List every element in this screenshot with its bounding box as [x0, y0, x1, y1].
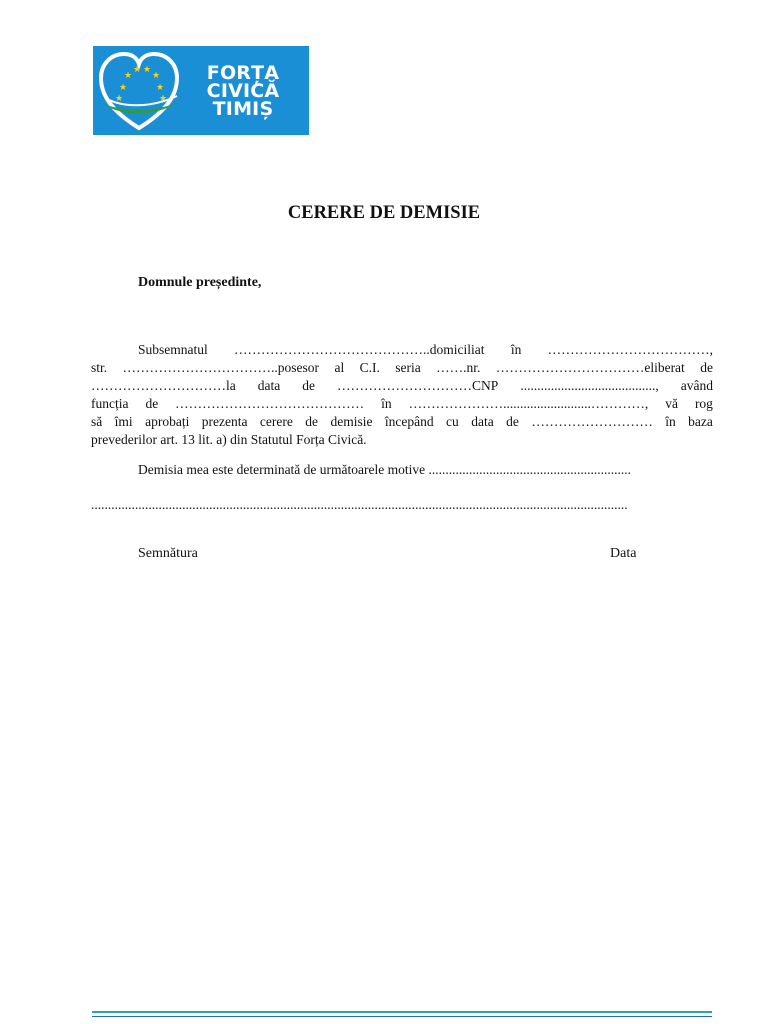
paragraph-word: în: [665, 414, 676, 429]
paragraph-line: [91, 395, 713, 413]
document-title: CERERE DE DEMISIE: [287, 203, 481, 223]
request-paragraph: [91, 341, 713, 449]
paragraph-word: seria: [395, 360, 421, 375]
paragraph-line: [91, 431, 713, 449]
paragraph-word: prezenta: [201, 414, 248, 429]
paragraph-word: data: [257, 378, 281, 393]
paragraph-word: de: [700, 360, 713, 375]
paragraph-word: C.I.: [359, 360, 380, 375]
paragraph-word: cu: [446, 414, 459, 429]
paragraph-word: ……………………………..posesor: [122, 360, 320, 375]
paragraph-word: având: [680, 378, 713, 393]
logo-wordmark: [181, 64, 305, 118]
paragraph-line: [91, 413, 713, 431]
blank-dotted-line: ...............................................................................................................................................................: [91, 497, 628, 512]
greeting: Domnule președinte,: [138, 275, 262, 290]
paragraph-word: demisie: [330, 414, 373, 429]
paragraph-word: prevederilor art. 13 lit. a) din Statutul Forța Civică.: [91, 432, 367, 447]
paragraph-word: în: [381, 396, 392, 411]
paragraph-word: vă: [665, 396, 678, 411]
paragraph-word: …………………………CNP: [337, 378, 499, 393]
paragraph-word: Subsemnatul: [138, 342, 208, 357]
logo-line-1: FORȚA: [206, 62, 280, 84]
paragraph-word: al: [334, 360, 345, 375]
paragraph-word: începând: [384, 414, 434, 429]
svg-text:★: ★: [143, 65, 152, 75]
footer-rule: [92, 1011, 712, 1013]
svg-text:★: ★: [156, 83, 165, 93]
svg-text:★: ★: [152, 71, 161, 81]
paragraph-word: funcția: [91, 396, 129, 411]
paragraph-word: cerere: [259, 414, 293, 429]
paragraph-word: …………………………la: [91, 378, 236, 393]
paragraph-word: …………………..........................…………,: [408, 396, 649, 411]
paragraph-word: ……………………………………..domiciliat: [234, 342, 485, 357]
svg-text:★: ★: [115, 94, 124, 104]
paragraph-word: ……………………………eliberat: [495, 360, 685, 375]
paragraph-word: ........................................,: [520, 378, 659, 393]
svg-text:★: ★: [119, 83, 128, 93]
motive-line: Demisia mea este determinată de următoarele motive ............................................................: [138, 462, 632, 477]
footer-rule-secondary: [92, 1016, 712, 1017]
paragraph-line: [91, 341, 713, 359]
paragraph-word: …….nr.: [436, 360, 481, 375]
paragraph-word: ………………………: [531, 414, 653, 429]
paragraph-word: în: [510, 342, 522, 357]
logo-line-3: TIMIȘ: [212, 98, 274, 120]
logo-line-2: CIVICĂ: [206, 80, 280, 102]
paragraph-word: de: [145, 396, 159, 411]
signature-label: Semnătura: [138, 546, 198, 561]
svg-text:★: ★: [133, 65, 142, 75]
svg-text:★: ★: [124, 71, 133, 81]
paragraph-word: aprobați: [145, 414, 190, 429]
paragraph-word: baza: [688, 414, 713, 429]
star-circle: [115, 65, 167, 104]
paragraph-word: ………………………………,: [547, 342, 713, 357]
date-label: Data: [610, 546, 637, 561]
paragraph-word: str.: [91, 360, 108, 375]
paragraph-word: ……………………………………: [175, 396, 365, 411]
party-logo: [93, 46, 309, 135]
paragraph-line: [91, 377, 713, 395]
paragraph-word: de: [305, 414, 319, 429]
paragraph-word: îmi: [114, 414, 133, 429]
paragraph-word: de: [506, 414, 519, 429]
paragraph-word: data: [471, 414, 494, 429]
paragraph-line: [91, 359, 713, 377]
paragraph-word: rog: [694, 396, 713, 411]
paragraph-word: de: [302, 378, 316, 393]
svg-text:★: ★: [159, 94, 168, 104]
paragraph-word: să: [91, 414, 103, 429]
